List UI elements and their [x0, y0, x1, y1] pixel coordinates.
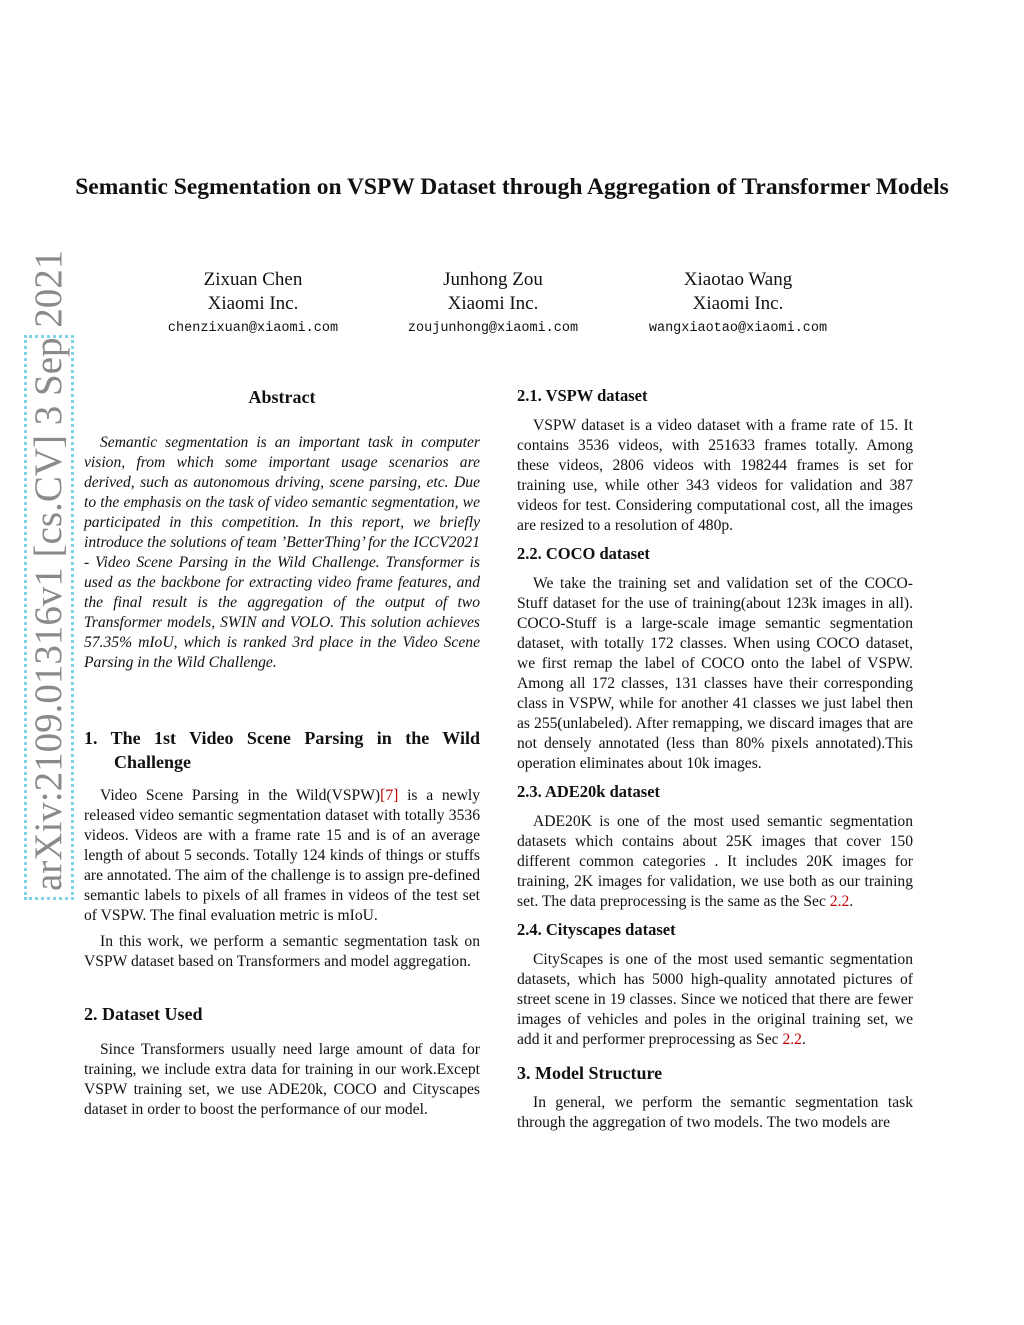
subsection-2-4-text: CityScapes is one of the most used semantic segmentation datasets, which has 5000 high-quality annotated pictures of street scene in 19 classes. Since we noticed that there are fewer images of vehicles and poles in the original training set, we add it and performer preprocessing as Sec 2.2. — [517, 951, 913, 1048]
abstract-heading: Abstract — [248, 387, 316, 407]
section-ref-link[interactable]: 2.2 — [782, 1031, 802, 1048]
author-email[interactable]: zoujunhong@xiaomi.com — [407, 321, 579, 336]
section-1-paragraph-1: Video Scene Parsing in the Wild(VSPW)[7] is a newly released video semantic segmentation dataset with totally 3536 videos. Videos are with a frame rate 15 and is of an average length of about 5 seconds. Totally 124 kinds of things or stuffs are annotated. The aim of the challenge is to assign pre-defined semantic labels to pixels of all frames in videos of the test set of VSPW. The final evaluation metric is mIoU. — [84, 787, 480, 924]
section-2-heading: 2. Dataset Used — [84, 1004, 203, 1024]
subsection-2-2-text: We take the training set and validation set of the COCO-Stuff dataset for the use of training(about 123k images in all). COCO-Stuff is a large-scale image semantic segmentation dataset, with totally 172 classes. When using COCO dataset, we first remap the label of COCO onto the label of VSPW. Among all 172 classes, 131 classes have their corresponding class in VSPW, while for another 41 classes we just label then as 255(unlabeled). After remapping, we discard images that are not densely annotated (less than 80% pixels annotated).This operation eliminates about 10k images. — [517, 575, 913, 772]
author-email[interactable]: chenzixuan@xiaomi.com — [167, 321, 339, 336]
paper-title: Semantic Segmentation on VSPW Dataset through Aggregation of Transformer Models — [75, 174, 949, 200]
author-email[interactable]: wangxiaotao@xiaomi.com — [648, 321, 828, 336]
subsection-2-2-heading: 2.2. COCO dataset — [517, 544, 650, 563]
abstract-text: Semantic segmentation is an important task in computer vision, from which some important usage scenarios are derived, such as autonomous driving, scene parsing, etc. Due to the emphasis on the task of video semantic segmentation, we participated in this competition. In this report, we briefly introduce the solutions of team ’BetterThing’ for the ICCV2021 - Video Scene Parsing in the Wild Challenge. Transformer is used as the backbone for extracting video frame features, and the final result is the aggregation of the output of two Transformer models, SWIN and VOLO. This solution achieves 57.35% mIoU, which is ranked 3rd place in the Video Scene Parsing in the Wild Challenge. — [84, 434, 480, 671]
left-column — [84, 384, 480, 1126]
author-affiliation: Xiaomi Inc. — [692, 293, 784, 314]
subsection-2-1-heading: 2.1. VSPW dataset — [517, 386, 648, 405]
author-affiliation: Xiaomi Inc. — [207, 293, 299, 314]
subsection-2-3-text: ADE20K is one of the most used semantic segmentation datasets which contains about 25K images that cover 150 different common categories . It includes 20K images for training, 2K images for validation, we use both as our training set. The data preprocessing is the same as the Sec 2.2. — [517, 813, 913, 910]
author-name: Zixuan Chen — [203, 269, 303, 290]
citation-link[interactable]: [7] — [380, 787, 399, 804]
arxiv-stamp[interactable]: arXiv:2109.01316v1 [cs.CV] 3 Sep 2021 — [24, 335, 74, 900]
subsection-2-4-heading: 2.4. Cityscapes dataset — [517, 920, 676, 939]
author-2 — [363, 268, 623, 339]
section-ref-link[interactable]: 2.2 — [829, 893, 850, 910]
subsection-2-1-text: VSPW dataset is a video dataset with a frame rate of 15. It contains 3536 videos, with 251633 frames totally. Among these videos, 2806 videos with 198244 frames is set for training use, while other 343 videos for validation and 387 videos for test. Considering computational cost, all the images are resized to a resolution of 480p. — [517, 417, 913, 534]
author-name: Xiaotao Wang — [683, 269, 793, 290]
author-affiliation: Xiaomi Inc. — [447, 293, 539, 314]
section-2-paragraph-1: Since Transformers usually need large amount of data for training, we include extra data for training in our work.Except VSPW training set, we use ADE20k, COCO and Cityscapes dataset in order to boost the performance of our model. — [84, 1041, 480, 1118]
author-1 — [123, 268, 383, 339]
section-1-heading: 1. The 1st Video Scene Parsing in the Wild Challenge — [84, 728, 480, 772]
subsection-2-3-heading: 2.3. ADE20k dataset — [517, 782, 661, 801]
section-3-paragraph-1: In general, we perform the semantic segmentation task through the aggregation of two models. The two models are — [517, 1094, 913, 1131]
author-3 — [608, 268, 868, 339]
section-3-heading: 3. Model Structure — [517, 1063, 663, 1083]
right-column — [517, 384, 913, 1139]
section-1-paragraph-2: In this work, we perform a semantic segmentation task on VSPW dataset based on Transformers and model aggregation. — [84, 933, 480, 970]
author-name: Junhong Zou — [443, 269, 543, 290]
